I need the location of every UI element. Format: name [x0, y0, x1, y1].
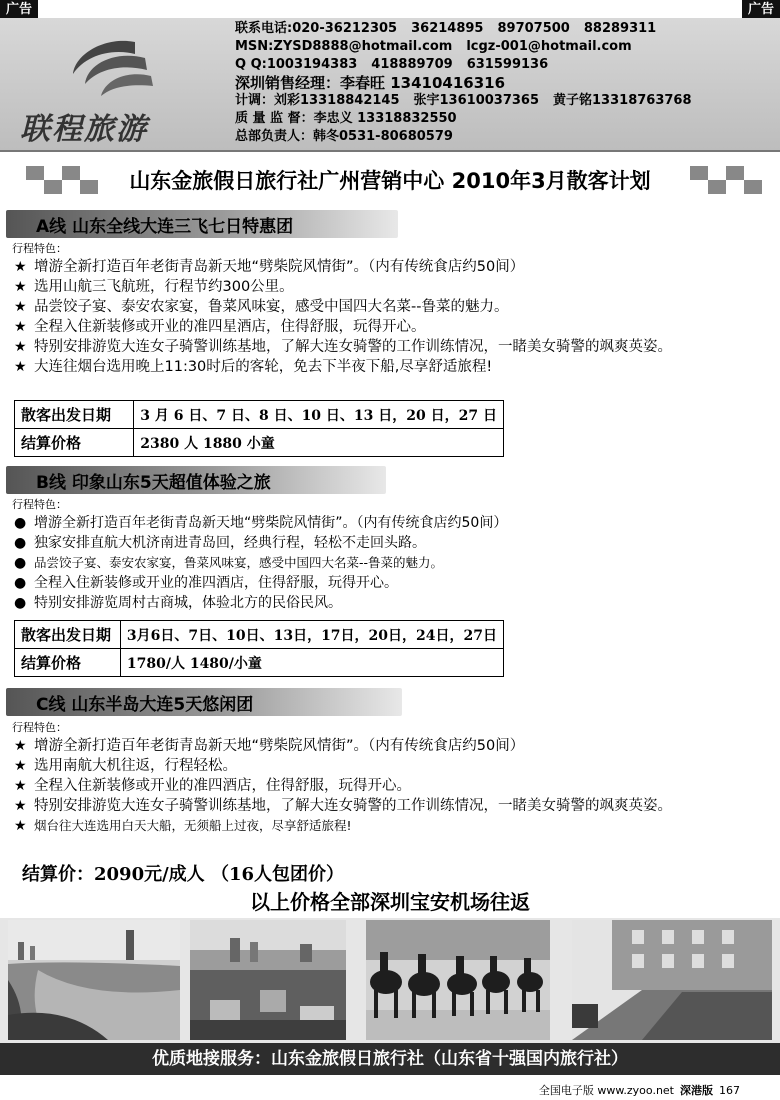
star-icon: ★ [14, 818, 27, 834]
star-icon: ★ [14, 778, 27, 794]
phone-3: 89707500 [497, 21, 570, 36]
table-row [15, 649, 504, 677]
dispatch-1: 刘彩13318842145 [274, 93, 400, 108]
dispatch-3: 黄子铭13318763768 [553, 93, 692, 108]
phone-label: 联系电话: [235, 21, 293, 36]
star-icon: ★ [14, 259, 27, 275]
list-item: ● 品尝饺子宴、泰安农家宴，鲁菜风味宴，感受中国四大名菜--鲁菜的魅力。 [14, 555, 444, 571]
phone-line [235, 20, 775, 38]
route-c-items [14, 736, 774, 836]
route-b-table [14, 620, 504, 677]
quality-line: 质 量 监 督：李忠义 13318832550 [235, 111, 457, 126]
list-item: ★ 特别安排游览大连女子骑警训练基地，了解大连女骑警的工作训练情况，一睹美女骑警的飒爽英姿。 [14, 798, 672, 814]
msn-line [235, 38, 775, 56]
star-icon: ★ [14, 339, 27, 355]
logo-text: 联程旅游 [20, 112, 148, 147]
manager-line: 深圳销售经理：李春旺 13410416316 [235, 74, 506, 92]
list-item: ● 特别安排游览周村古商城，体验北方的民俗民风。 [14, 595, 342, 611]
list-item: ★ 增游全新打造百年老街青岛新天地“劈柴院风情街”。（内有传统食店约50间） [14, 259, 525, 275]
list-item: ● 增游全新打造百年老街青岛新天地“劈柴院风情街”。（内有传统食店约50间） [14, 515, 508, 531]
star-icon: ★ [14, 359, 27, 375]
list-item: ● 独家安排直航大机济南进青岛回，经典行程，轻松不走回头路。 [14, 535, 426, 551]
date-values: 3月6日、7日、10日、13日，17日，20日，24日，27日 [120, 621, 503, 649]
main-title: 山东金旅假日旅行社广州营销中心 2010年3月散客计划 [129, 169, 651, 193]
footer-banner: 优质地接服务：山东金旅假日旅行社（山东省十强国内旅行社） [0, 1043, 780, 1075]
date-label: 散客出发日期 [15, 401, 134, 429]
route-a-banner [6, 210, 398, 238]
header [0, 18, 780, 152]
star-icon: ★ [14, 798, 27, 814]
star-icon: ★ [14, 319, 27, 335]
msn-label: MSN: [235, 39, 274, 54]
phone-1: 020-36212305 [292, 21, 398, 36]
list-item: ★ 烟台往大连选用白天大船，无须船上过夜，尽享舒适旅程! [14, 818, 352, 834]
qq-label: Q Q: [235, 57, 267, 72]
qq-3: 631599136 [466, 57, 549, 72]
table-row [15, 429, 504, 457]
price-label: 结算价格 [15, 429, 134, 457]
table-row [15, 621, 504, 649]
list-item: ★ 大连往烟台选用晚上11:30时后的客轮，免去下半夜下船,尽享舒适旅程! [14, 359, 493, 375]
head-line: 总部负责人：韩冬0531-80680579 [235, 129, 453, 144]
dispatch-2: 张宇13610037365 [413, 93, 540, 108]
qq-line [235, 56, 775, 74]
msn-2: lcgz-001@hotmail.com [466, 39, 632, 54]
route-a-table [14, 400, 504, 457]
dispatch-label: 计调： [235, 93, 275, 108]
list-item: ● 全程入住新装修或开业的准四酒店，住得舒服，玩得开心。 [14, 575, 398, 591]
route-a-sub: 行程特色： [12, 242, 67, 255]
list-item: ★ 品尝饺子宴、泰安农家宴，鲁菜风味宴，感受中国四大名菜--鲁菜的魅力。 [14, 299, 509, 315]
star-icon: ★ [14, 279, 27, 295]
route-a-title: A线 山东全线大连三飞七日特惠团 [36, 217, 294, 237]
route-b-sub: 行程特色： [12, 498, 67, 511]
photo-strip [0, 918, 780, 1044]
price-label: 结算价格 [15, 649, 121, 677]
ad-label-right: 广告 [742, 0, 780, 20]
star-icon: ★ [14, 738, 27, 754]
list-item: ★ 增游全新打造百年老街青岛新天地“劈柴院风情街”。（内有传统食店约50间） [14, 738, 525, 754]
dispatch-line [235, 92, 775, 110]
bullet-icon: ● [14, 535, 27, 551]
route-c-sub: 行程特色： [12, 721, 67, 734]
contact-info [235, 20, 775, 146]
msn-1: ZYSD8888@hotmail.com [273, 39, 453, 54]
table-row [15, 401, 504, 429]
route-c-price: 结算价：2090元/成人 （16人包团价） [22, 864, 344, 885]
list-item: ★ 全程入住新装修或开业的准四酒店，住得舒服，玩得开心。 [14, 778, 411, 794]
price-values: 2380 人 1880 小童 [134, 429, 504, 457]
edition-label: 深港版 [680, 1084, 713, 1097]
list-item: ★ 全程入住新装修或开业的准四星酒店，住得舒服，玩得开心。 [14, 319, 426, 335]
route-b-items [14, 513, 774, 613]
route-c-title: C线 山东半岛大连5天悠闲团 [36, 695, 254, 715]
horse-police-photo [366, 920, 550, 1040]
bullet-icon: ● [14, 575, 27, 591]
price-values: 1780/人 1480/小童 [120, 649, 503, 677]
list-item: ★ 特别安排游览大连女子骑警训练基地，了解大连女骑警的工作训练情况，一睹美女骑警的飒爽英姿。 [14, 339, 672, 355]
phone-4: 88289311 [583, 21, 657, 36]
city-photo [190, 920, 346, 1040]
phone-2: 36214895 [411, 21, 484, 36]
ad-label-left: 广告 [0, 0, 38, 20]
route-c-banner [6, 688, 402, 716]
airport-note: 以上价格全部深圳宝安机场往返 [250, 890, 530, 914]
date-label: 散客出发日期 [15, 621, 121, 649]
page-number: 167 [719, 1084, 740, 1097]
site-url: 全国电子版 www.zyoo.net [538, 1084, 674, 1097]
main-title-block [0, 160, 780, 206]
route-b-title: B线 印象山东5天超值体验之旅 [36, 473, 271, 493]
bullet-icon: ● [14, 515, 27, 531]
checker-decoration-left [26, 166, 106, 200]
star-icon: ★ [14, 299, 27, 315]
date-values: 3 月 6 日、7 日、8 日、10 日、13 日，20 日，27 日 [134, 401, 504, 429]
bullet-icon: ● [14, 555, 27, 571]
qq-1: 1003194383 [266, 57, 358, 72]
logo [10, 24, 210, 148]
street-photo [572, 920, 772, 1040]
list-item: ★ 选用山航三飞航班，行程节约300公里。 [14, 279, 294, 295]
checker-decoration-right [690, 166, 770, 200]
route-b-banner [6, 466, 386, 494]
qq-2: 418889709 [371, 57, 453, 72]
beach-photo [8, 920, 180, 1040]
star-icon: ★ [14, 758, 27, 774]
route-a-items [14, 257, 774, 377]
swoosh-logo-icon [65, 34, 155, 104]
page-footer [539, 1082, 740, 1098]
bullet-icon: ● [14, 595, 27, 611]
list-item: ★ 选用南航大机往返，行程轻松。 [14, 758, 237, 774]
